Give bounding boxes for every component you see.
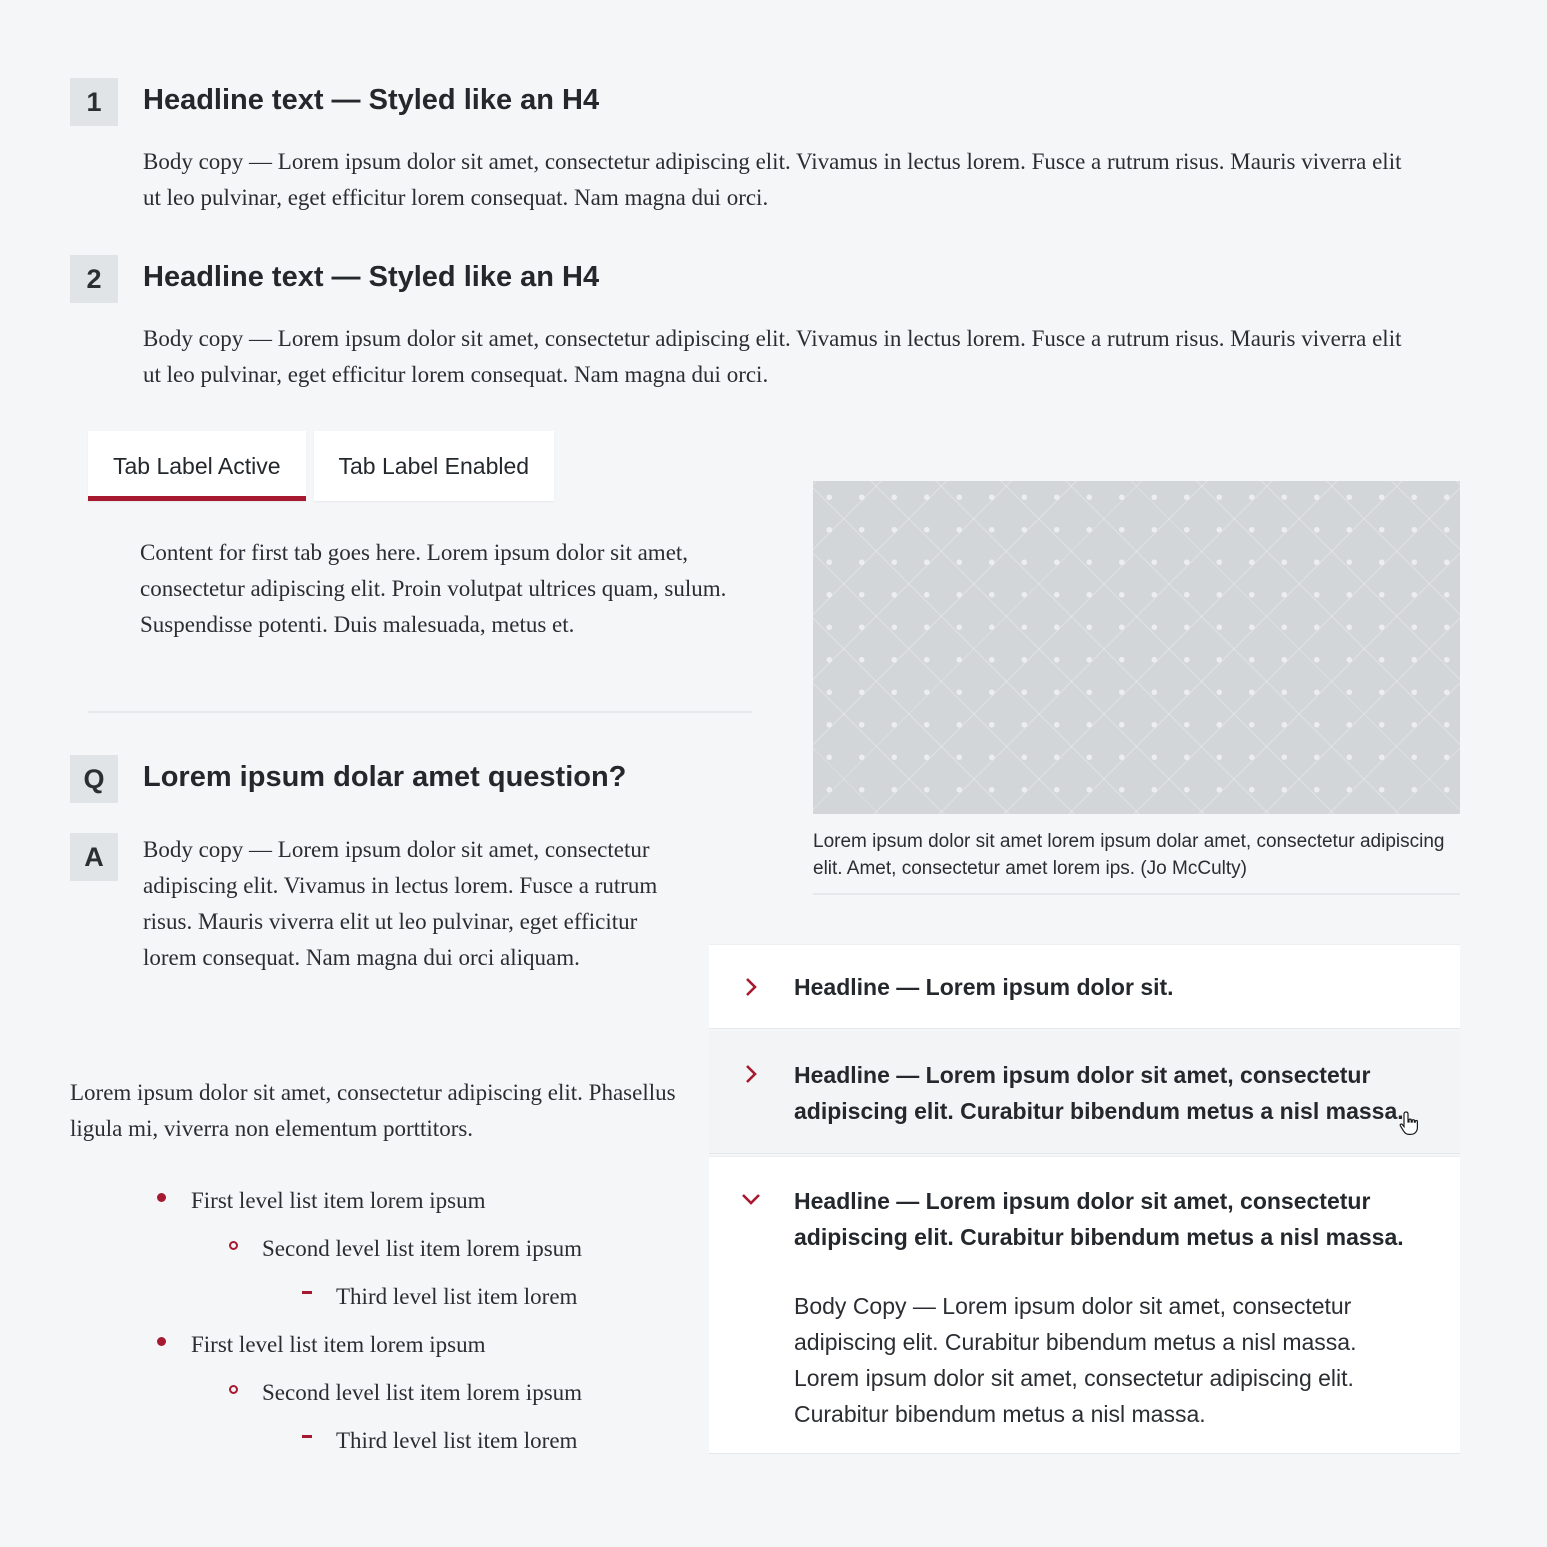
faq-question: Lorem ipsum dolar amet question?: [143, 761, 627, 793]
accordion-item-1[interactable]: [709, 945, 1460, 1028]
accordion-title: Headline — Lorem ipsum dolor sit amet, consectetur adipiscing elit. Curabitur bibendum metus a nisl massa.: [794, 1062, 1404, 1124]
step-title: Headline text — Styled like an H4: [143, 84, 600, 116]
accordion-item-3[interactable]: [709, 1157, 1460, 1453]
answer-badge: A: [70, 833, 118, 881]
accordion-title: Headline — Lorem ipsum dolor sit amet, consectetur adipiscing elit. Curabitur bibendum metus a nisl massa.: [794, 1188, 1404, 1250]
step-title: Headline text — Styled like an H4: [143, 261, 600, 293]
step-body: Body copy — Lorem ipsum dolor sit amet, consectetur adipiscing elit. Vivamus in lectus lorem. Fusce a rutrum risus. Mauris viverra elit ut leo pulvinar, eget efficitur lorem consequat. Nam magna dui orci.: [143, 149, 1402, 210]
list-item-level-1: First level list item lorem ipsum: [191, 1332, 486, 1357]
tab-panel-content: Content for first tab goes here. Lorem ipsum dolor sit amet, consectetur adipiscing elit. Proin volutpat ultrices quam, sulum. Suspendisse potenti. Duis malesuada, metus et.: [140, 540, 727, 637]
divider: [88, 711, 752, 713]
image-caption: Lorem ipsum dolor sit amet lorem ipsum dolar amet, consectetur adipiscing elit. Amet, consectetur amet lorem ips. (Jo McCulty): [813, 831, 1445, 879]
accordion-item-2[interactable]: [709, 1031, 1460, 1153]
accordion-body: Body Copy — Lorem ipsum dolor sit amet, consectetur adipiscing elit. Curabitur bibendum metus a nisl massa. Lorem ipsum dolor sit amet, consectetur adipiscing elit. Curabitur bibendum metus a nisl massa.: [794, 1293, 1357, 1427]
list-item-level-1: First level list item lorem ipsum: [191, 1188, 486, 1213]
list-item-level-3: Third level list item lorem: [336, 1428, 578, 1453]
chevron-right-icon: [739, 1062, 763, 1086]
list-item-level-2: Second level list item lorem ipsum: [262, 1236, 583, 1261]
tab-enabled[interactable]: Tab Label Enabled: [314, 431, 555, 501]
chevron-down-icon: [739, 1187, 763, 1211]
step-number-badge: 1: [70, 78, 118, 126]
bullet-circle-icon: [229, 1241, 238, 1250]
tab-active[interactable]: Tab Label Active: [88, 431, 306, 501]
hand-pointer-cursor-icon: [1398, 1110, 1422, 1138]
tab-bar: [88, 431, 554, 501]
step-body: Body copy — Lorem ipsum dolor sit amet, consectetur adipiscing elit. Vivamus in lectus lorem. Fusce a rutrum risus. Mauris viverra elit ut leo pulvinar, eget efficitur lorem consequat. Nam magna dui orci.: [143, 326, 1402, 387]
list-item-level-3: Third level list item lorem: [336, 1284, 578, 1309]
bullet-dash-icon: [302, 1291, 312, 1294]
question-badge: Q: [70, 755, 118, 803]
bullet-dot-icon: [157, 1193, 166, 1202]
bullet-dash-icon: [302, 1435, 312, 1438]
chevron-right-icon: [739, 975, 763, 999]
image-placeholder: [813, 481, 1460, 814]
step-number-badge: 2: [70, 255, 118, 303]
list-item-level-2: Second level list item lorem ipsum: [262, 1380, 583, 1405]
accordion-title: Headline — Lorem ipsum dolor sit.: [794, 974, 1174, 1000]
body-paragraph: Lorem ipsum dolor sit amet, consectetur adipiscing elit. Phasellus ligula mi, viverra non elementum porttitors.: [70, 1080, 676, 1141]
caption-divider: [813, 893, 1460, 895]
bullet-dot-icon: [157, 1337, 166, 1346]
faq-answer: Body copy — Lorem ipsum dolor sit amet, consectetur adipiscing elit. Vivamus in lectus lorem. Fusce a rutrum risus. Mauris viverra elit ut leo pulvinar, eget efficitur lorem consequat. Nam magna dui orci aliquam.: [143, 837, 658, 970]
bullet-circle-icon: [229, 1385, 238, 1394]
